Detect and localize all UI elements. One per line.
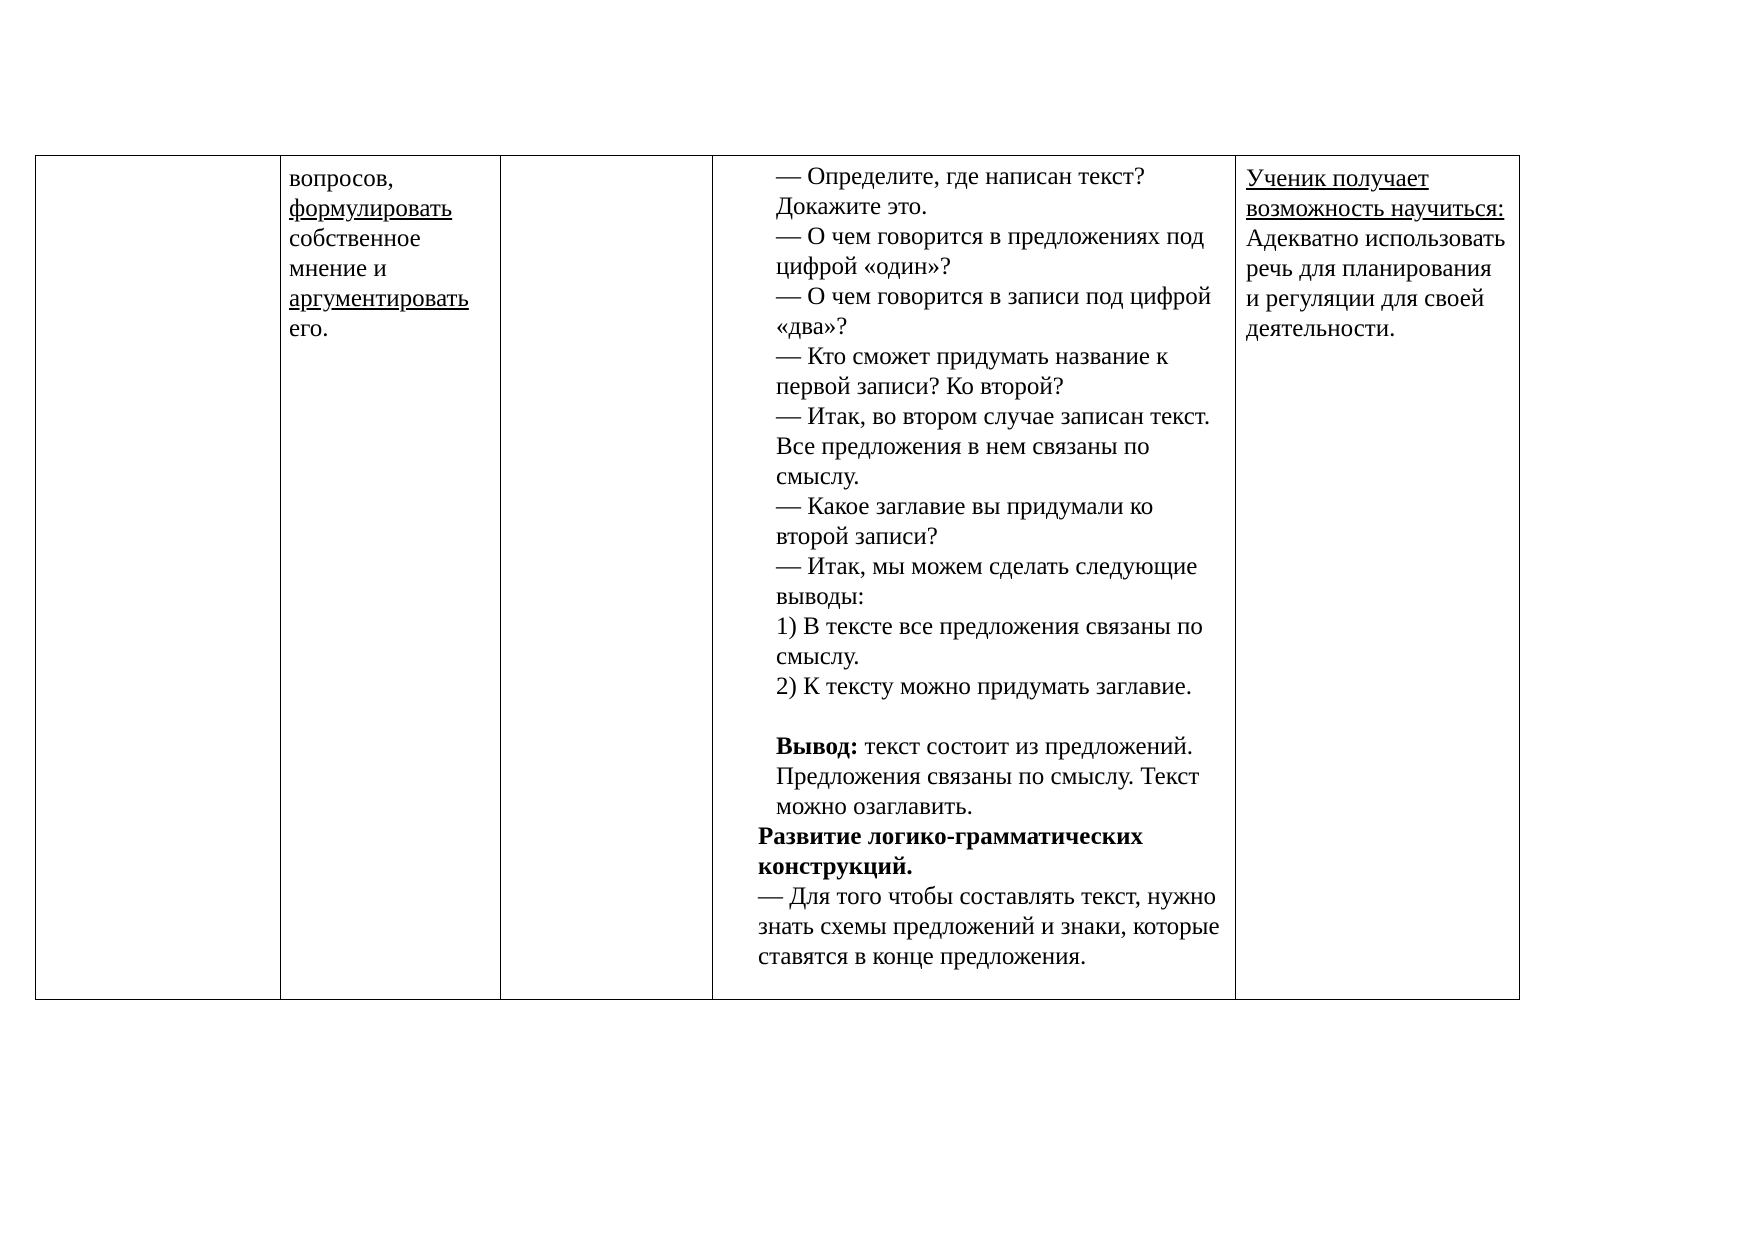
blank-line xyxy=(758,702,1229,732)
dialogue-paragraph: — О чем говорится в записи под цифрой «два»? xyxy=(776,283,1212,340)
activity-cell xyxy=(713,156,1236,1000)
dialogue-paragraph: — Итак, мы можем сделать следующие выводы: xyxy=(776,553,1198,610)
lesson-plan-table xyxy=(35,155,1520,1000)
conclusion-label: Вывод: xyxy=(776,733,859,760)
cell-col3-empty xyxy=(501,156,713,1000)
dialogue-paragraph: 2) К тексту можно придумать заглавие. xyxy=(776,673,1192,700)
skills-text-after: его. xyxy=(289,315,329,342)
dialogue-paragraph: — Определите, где написан текст? Докажите это. xyxy=(776,163,1145,220)
dialogue-paragraph: 1) В тексте все предложения связаны по смыслу. xyxy=(776,613,1203,670)
cell-col1-empty xyxy=(36,156,281,1000)
outcomes-cell xyxy=(1236,156,1520,1000)
dialogue-paragraph: — Какое заглавие вы придумали ко второй записи? xyxy=(776,493,1154,550)
skills-text xyxy=(289,164,492,344)
skills-cell xyxy=(281,156,501,1000)
skills-underlined-2: аргументировать xyxy=(289,285,469,312)
outcomes-heading: Ученик получает возможность научиться: xyxy=(1246,165,1505,222)
skills-underlined-1: формулировать xyxy=(289,195,453,222)
dialogue-paragraph: — О чем говорится в предложениях под цифрой «один»? xyxy=(776,223,1205,280)
dialogue-paragraph: — Кто сможет придумать название к первой записи? Ко второй? xyxy=(776,343,1169,400)
skills-text-before: вопросов, xyxy=(289,165,394,192)
skills-text-middle: собственное мнение и xyxy=(289,225,421,282)
conclusion-text: текст состоит из предложений. Предложения связаны по смыслу. Текст можно озаглавить. xyxy=(776,733,1200,820)
conclusion-paragraph xyxy=(758,732,1229,822)
outcomes-body: Адекватно использовать речь для планирования и регуляции для своей деятельности. xyxy=(1246,225,1506,342)
closing-paragraph: — Для того чтобы составлять текст, нужно знать схемы предложений и знаки, которые ставятся в конце предложения. xyxy=(758,883,1220,970)
section-heading: Развитие логико-грамматических конструкций. xyxy=(758,823,1144,880)
table-row xyxy=(36,156,1520,1000)
dialogue-paragraph: — Итак, во втором случае записан текст. Все предложения в нем связаны по смыслу. xyxy=(776,403,1211,490)
